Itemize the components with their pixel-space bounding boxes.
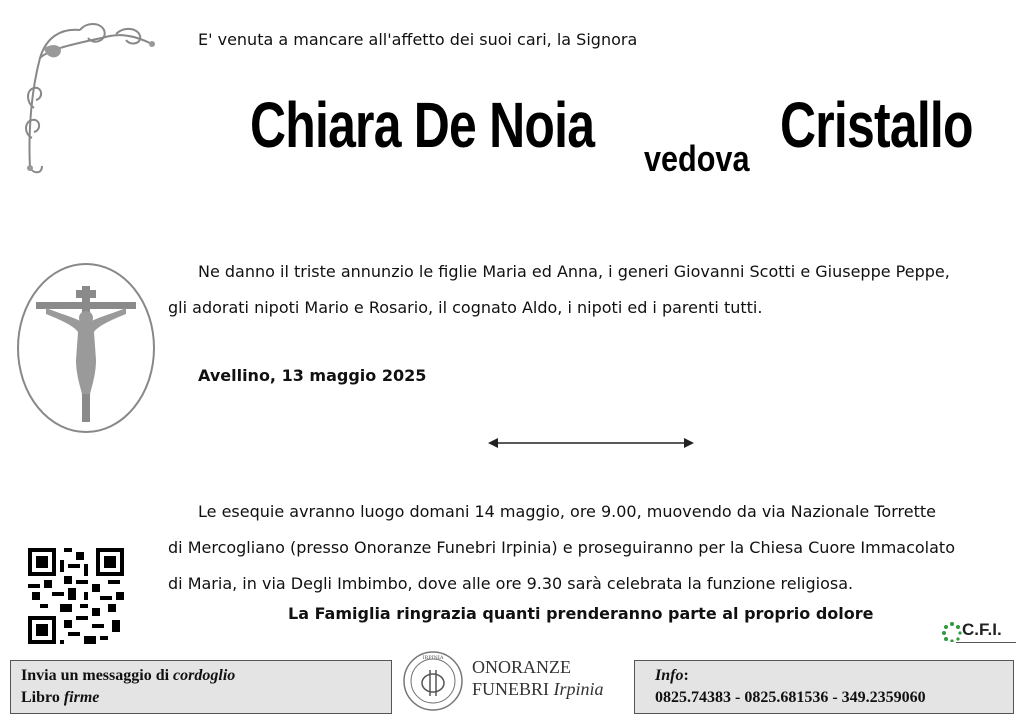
funeral-line-3: di Maria, in via Degli Imbimbo, dove alle ore 9.30 sarà celebrata la funzione religiosa. <box>168 574 854 593</box>
cfi-logo-text: C.F.I. <box>962 620 1002 639</box>
deceased-surname: Cristallo <box>780 89 973 161</box>
info-box <box>634 660 1014 714</box>
place-date: Avellino, 13 maggio 2025 <box>198 366 427 385</box>
condolence-message-link[interactable]: Invia un messaggio di cordoglio <box>21 667 236 684</box>
double-arrow-divider-icon <box>488 436 694 450</box>
info-label: Info: <box>655 667 689 684</box>
agency-seal-icon <box>402 650 464 712</box>
seal-text: IRPINIA <box>422 655 444 661</box>
guestbook-link[interactable]: Libro firme <box>21 689 100 706</box>
family-line-2: gli adorati nipoti Mario e Rosario, il cognato Aldo, i nipoti ed i parenti tutti. <box>168 298 763 317</box>
qr-code-icon[interactable] <box>28 548 124 644</box>
family-line-1: Ne danno il triste annunzio le figlie Maria ed Anna, i generi Giovanni Scotti e Giuseppe Peppe, <box>198 262 950 281</box>
condolence-box[interactable] <box>10 660 392 714</box>
crucifix-icon <box>16 262 156 434</box>
funeral-line-1: Le esequie avranno luogo domani 14 maggio, ore 9.00, muovendo da via Nazionale Torrette <box>198 502 936 521</box>
thanks-text: La Famiglia ringrazia quanti prenderanno parte al proprio dolore <box>288 604 874 623</box>
info-phones[interactable]: 0825.74383 - 0825.681536 - 349.2359060 <box>655 689 926 706</box>
deceased-first-name: Chiara De Noia <box>250 89 595 161</box>
family-paragraph <box>168 254 1018 326</box>
name-connector: vedova <box>644 138 750 179</box>
funeral-line-2: di Mercogliano (presso Onoranze Funebri Irpinia) e proseguiranno per la Chiesa Cuore Immacolato <box>168 538 955 557</box>
agency-name <box>472 656 604 700</box>
intro-text: E' venuta a mancare all'affetto dei suoi cari, la Signora <box>198 30 638 49</box>
deceased-name <box>250 88 980 198</box>
cfi-dots-icon <box>942 622 962 642</box>
agency-line-1: ONORANZE <box>472 657 571 677</box>
corner-ornament-icon <box>20 18 160 188</box>
funeral-paragraph <box>168 494 1018 602</box>
agency-line-2: FUNEBRI Irpinia <box>472 679 604 699</box>
